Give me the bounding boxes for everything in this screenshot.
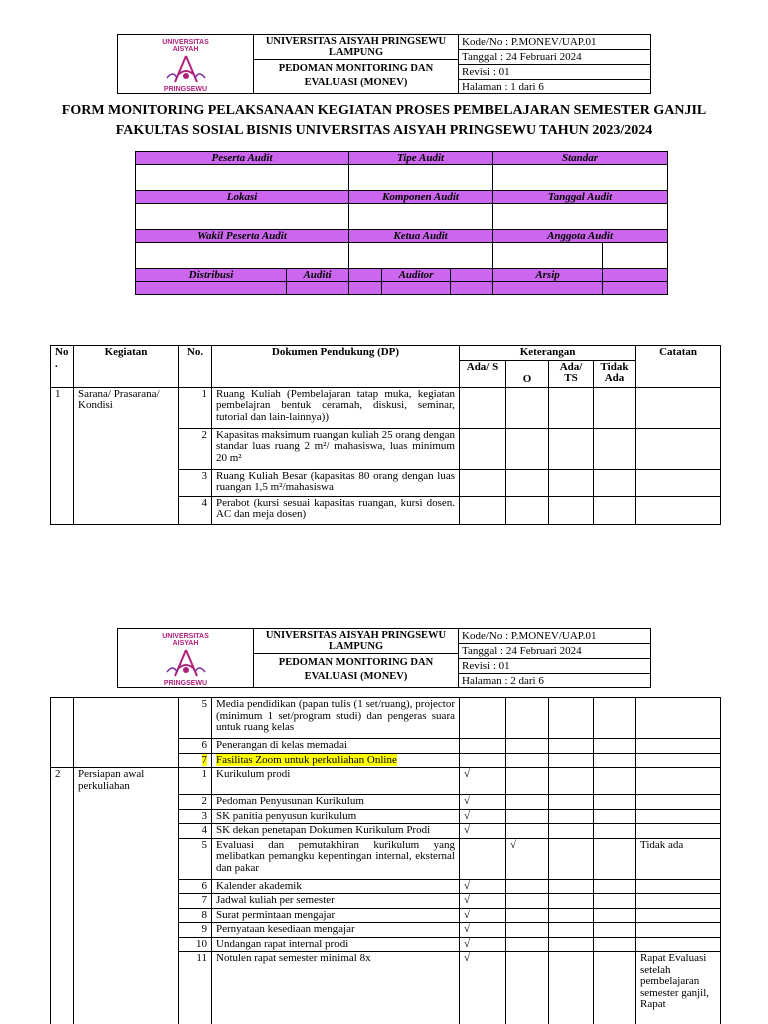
catatan-note: Rapat Evaluasi setelah pembelajaran semester ganjil, Rapat xyxy=(636,952,721,1024)
col-o: O xyxy=(506,360,549,387)
item-no: 9 xyxy=(179,923,212,938)
field-wakil-peserta-audit[interactable] xyxy=(136,243,349,269)
label-wakil-peserta-audit: Wakil Peserta Audit xyxy=(136,230,349,243)
item-no: 6 xyxy=(179,879,212,894)
logo-emblem-icon xyxy=(163,648,209,680)
check-ada-s[interactable]: √ xyxy=(460,952,506,1024)
university-name: UNIVERSITAS AISYAH PRINGSEWU LAMPUNG xyxy=(254,629,458,654)
field-peserta-audit[interactable] xyxy=(136,165,349,191)
form-title-line2: FAKULTAS SOSIAL BISNIS UNIVERSITAS AISYAH PRINGSEWU TAHUN 2023/2024 xyxy=(115,123,653,138)
item-no: 2 xyxy=(179,428,212,469)
revisi: Revisi : 01 xyxy=(459,65,650,80)
university-name: UNIVERSITAS AISYAH PRINGSEWU LAMPUNG xyxy=(254,35,458,60)
item-no: 10 xyxy=(179,937,212,952)
check-o[interactable]: √ xyxy=(506,838,549,879)
item-text-highlighted: Fasilitas Zoom untuk perkuliahan Online xyxy=(216,753,397,766)
field-anggota-audit-1[interactable] xyxy=(493,243,603,269)
kode-no: Kode/No : P.MONEV/UAP.01 xyxy=(459,629,650,644)
col-ada-s: Ada/ S xyxy=(460,360,506,387)
col-keterangan: Keterangan xyxy=(460,346,636,361)
kode-no: Kode/No : P.MONEV/UAP.01 xyxy=(459,35,650,50)
item-text: Pedoman Penyusunan Kurikulum xyxy=(212,795,460,810)
document-header-page2 xyxy=(117,628,651,688)
label-standar: Standar xyxy=(493,152,668,165)
item-no: 5 xyxy=(179,698,212,739)
label-komponen-audit: Komponen Audit xyxy=(349,191,493,204)
item-text: Kalender akademik xyxy=(212,879,460,894)
check-ada-s[interactable]: √ xyxy=(460,908,506,923)
field-komponen-audit[interactable] xyxy=(349,204,493,230)
item-text: Penerangan di kelas memadai xyxy=(212,739,460,754)
label-tanggal-audit: Tanggal Audit xyxy=(493,191,668,204)
item-no: 8 xyxy=(179,908,212,923)
col-no2: No. xyxy=(179,346,212,388)
col-no: No . xyxy=(51,346,74,388)
label-peserta-audit: Peserta Audit xyxy=(136,152,349,165)
item-text: Evaluasi dan pemutakhiran kurikulum yang melibatkan pemangku kepentingan internal, eksternal dan pakar xyxy=(212,838,460,879)
document-header xyxy=(117,34,651,94)
col-kegiatan: Kegiatan xyxy=(74,346,179,388)
label-distribusi: Distribusi xyxy=(136,269,287,282)
catatan-note: Tidak ada xyxy=(636,838,721,879)
item-no: 5 xyxy=(179,838,212,879)
logo-text-bottom: PRINGSEWU xyxy=(163,86,208,93)
item-text: Undangan rapat internal prodi xyxy=(212,937,460,952)
label-auditor: Auditor xyxy=(382,269,451,282)
col-catatan: Catatan xyxy=(636,346,721,388)
item-no: 11 xyxy=(179,952,212,1024)
university-logo xyxy=(118,35,254,93)
check-ada-s[interactable]: √ xyxy=(460,795,506,810)
item-no: 1 xyxy=(179,387,212,428)
label-tipe-audit: Tipe Audit xyxy=(349,152,493,165)
item-text: SK dekan penetapan Dokumen Kurikulum Prodi xyxy=(212,824,460,839)
check-ada-s[interactable]: √ xyxy=(460,768,506,795)
check-ada-s[interactable]: √ xyxy=(460,923,506,938)
col-ada-ts: Ada/ TS xyxy=(549,360,594,387)
field-tanggal-audit[interactable] xyxy=(493,204,668,230)
label-lokasi: Lokasi xyxy=(136,191,349,204)
item-no: 3 xyxy=(179,469,212,496)
tanggal: Tanggal : 24 Februari 2024 xyxy=(459,644,650,659)
item-no: 4 xyxy=(179,496,212,524)
field-tipe-audit[interactable] xyxy=(349,165,493,191)
item-text: Pernyataan kesediaan mengajar xyxy=(212,923,460,938)
label-arsip: Arsip xyxy=(493,269,603,282)
monitoring-table-page1 xyxy=(50,345,721,525)
group-name: Sarana/ Prasarana/ Kondisi xyxy=(74,387,179,524)
check-ada-s[interactable]: √ xyxy=(460,937,506,952)
item-text: Surat permintaan mengajar xyxy=(212,908,460,923)
item-text: Perabot (kursi sesuai kapasitas ruangan, kursi dosen. AC dan meja dosen) xyxy=(212,496,460,524)
halaman: Halaman : 1 dari 6 xyxy=(462,81,544,93)
item-text: Kurikulum prodi xyxy=(212,768,460,795)
group-name: Persiapan awal perkuliahan xyxy=(74,768,179,1024)
item-no: 4 xyxy=(179,824,212,839)
field-ketua-audit[interactable] xyxy=(349,243,493,269)
tanggal: Tanggal : 24 Februari 2024 xyxy=(459,50,650,65)
label-auditi: Auditi xyxy=(287,269,349,282)
group-no: 1 xyxy=(51,387,74,524)
logo-emblem-icon xyxy=(163,54,209,86)
item-text: SK panitia penyusun kurikulum xyxy=(212,809,460,824)
form-title-line1: FORM MONITORING PELAKSANAAN KEGIATAN PROSES PEMBELAJARAN SEMESTER GANJIL xyxy=(61,103,707,118)
check-ada-s[interactable]: √ xyxy=(460,824,506,839)
item-no: 3 xyxy=(179,809,212,824)
check-ada-s[interactable]: √ xyxy=(460,894,506,909)
university-logo xyxy=(118,629,254,687)
check-ada-s[interactable]: √ xyxy=(460,809,506,824)
revisi: Revisi : 01 xyxy=(459,659,650,674)
item-text: Notulen rapat semester minimal 8x xyxy=(212,952,460,1024)
check-ada-s[interactable]: √ xyxy=(460,879,506,894)
halaman: Halaman : 2 dari 6 xyxy=(462,675,544,687)
item-text: Ruang Kuliah (Pembelajaran tatap muka, kegiatan pembelajran bentuk ceramah, diskusi, seminar, tutorial dan lain-lainnya)) xyxy=(212,387,460,428)
col-tidak-ada: Tidak Ada xyxy=(594,360,636,387)
document-title: PEDOMAN MONITORING DAN EVALUASI (MONEV) xyxy=(278,63,434,88)
logo-text-top: UNIVERSITAS AISYAH xyxy=(162,633,209,647)
item-no: 1 xyxy=(179,768,212,795)
item-no: 7 xyxy=(179,894,212,909)
item-text: Media pendidikan (papan tulis (1 set/ruang), projector (minimum 1 set/program studi) dan pengeras suara untuk ruang kelas xyxy=(212,698,460,739)
item-text: Ruang Kuliah Besar (kapasitas 80 orang dengan luas ruangan 1,5 m²/mahasiswa xyxy=(212,469,460,496)
document-title: PEDOMAN MONITORING DAN EVALUASI (MONEV) xyxy=(278,657,434,682)
item-text: Jadwal kuliah per semester xyxy=(212,894,460,909)
item-text: Kapasitas maksimum ruangan kuliah 25 orang dengan standar luas ruang 2 m²/ mahasiswa, luas minimum 20 m² xyxy=(212,428,460,469)
audit-info-table xyxy=(135,151,668,295)
item-no-highlighted: 7 xyxy=(201,753,207,766)
field-lokasi[interactable] xyxy=(136,204,349,230)
col-dokumen: Dokumen Pendukung (DP) xyxy=(212,346,460,388)
monitoring-table-page2 xyxy=(50,697,721,1024)
label-ketua-audit: Ketua Audit xyxy=(349,230,493,243)
label-anggota-audit: Anggota Audit xyxy=(493,230,668,243)
logo-text-bottom: PRINGSEWU xyxy=(163,680,208,687)
field-anggota-audit-2[interactable] xyxy=(603,243,668,269)
logo-text-top: UNIVERSITAS AISYAH xyxy=(162,39,209,53)
group-no: 2 xyxy=(51,768,74,1024)
item-no: 2 xyxy=(179,795,212,810)
item-no: 6 xyxy=(179,739,212,754)
field-standar[interactable] xyxy=(493,165,668,191)
